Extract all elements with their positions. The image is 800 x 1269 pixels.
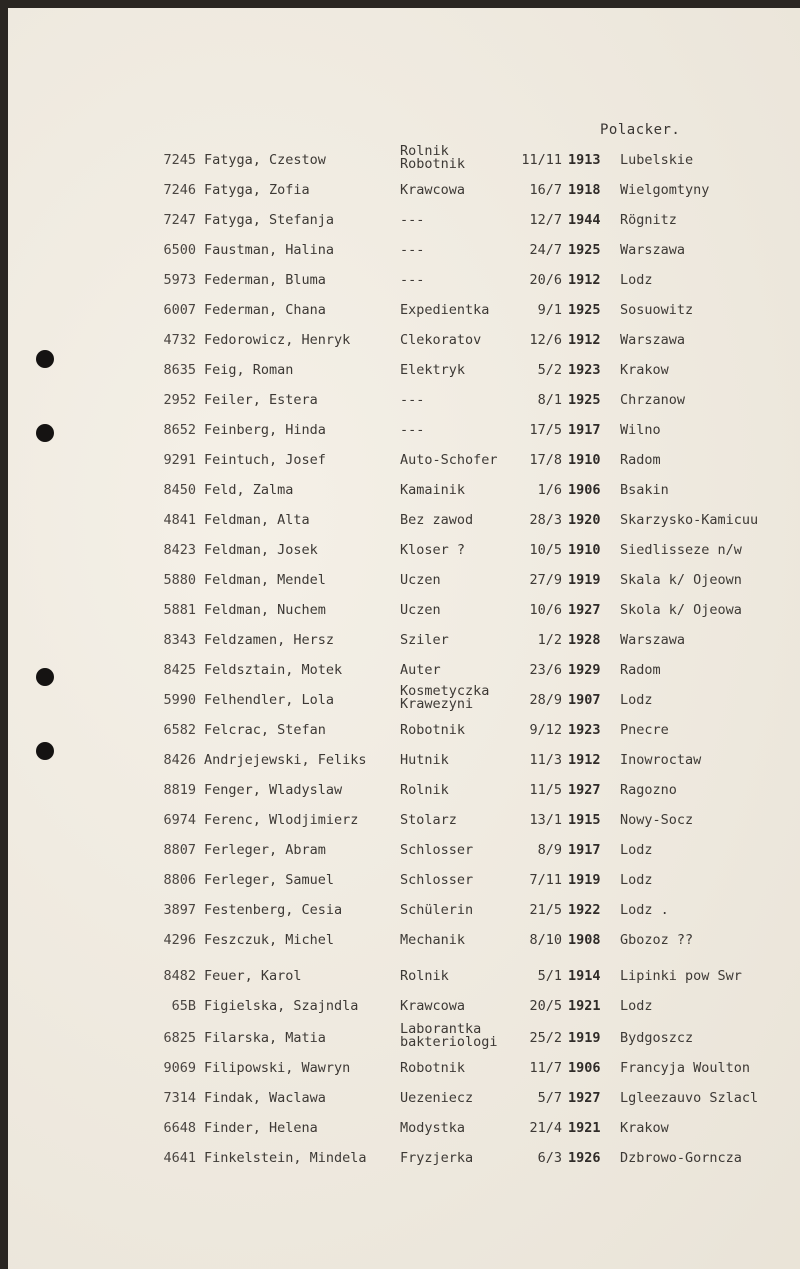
occupation: Fryzjerka (400, 1150, 474, 1166)
birth-year: 1927 (568, 602, 601, 618)
record-number: 4732 (163, 332, 196, 348)
birth-place: Lodz (620, 998, 653, 1014)
record-number: 8635 (163, 362, 196, 378)
occupation: Robotnik (400, 722, 466, 738)
person-name: Feld, Zalma (204, 482, 294, 498)
person-name: Ferleger, Samuel (204, 872, 335, 888)
birth-date: 8/10 (529, 932, 562, 948)
occupation: Kloser ? (400, 542, 466, 558)
birth-place: Chrzanow (620, 392, 686, 408)
record-number: 6974 (163, 812, 196, 828)
birth-place: Gbozoz ?? (620, 932, 694, 948)
record-number: 8426 (163, 752, 196, 768)
person-name: Federman, Chana (204, 302, 326, 318)
birth-place: Lodz (620, 872, 653, 888)
birth-year: 1929 (568, 662, 601, 678)
person-name: Feldzamen, Hersz (204, 632, 335, 648)
birth-date: 11/3 (529, 752, 562, 768)
table-row (8, 1057, 800, 1079)
record-number: 6825 (163, 1030, 196, 1046)
birth-year: 1923 (568, 362, 601, 378)
occupation: Rolnik (400, 968, 449, 984)
birth-date: 1/6 (537, 482, 562, 498)
record-number: 5881 (163, 602, 196, 618)
table-row (8, 449, 800, 471)
record-number: 6500 (163, 242, 196, 258)
record-number: 6648 (163, 1120, 196, 1136)
birth-year: 1913 (568, 152, 601, 168)
record-number: 4296 (163, 932, 196, 948)
birth-date: 12/6 (529, 332, 562, 348)
birth-place: Wilno (620, 422, 661, 438)
birth-date: 13/1 (529, 812, 562, 828)
occupation: Clekoratov (400, 332, 482, 348)
occupation: Rolnik (400, 782, 449, 798)
birth-year: 1926 (568, 1150, 601, 1166)
person-name: Feldman, Nuchem (204, 602, 326, 618)
person-name: Feldsztain, Motek (204, 662, 343, 678)
birth-date: 20/6 (529, 272, 562, 288)
occupation: Robotnik (400, 1060, 466, 1076)
birth-date: 28/9 (529, 692, 562, 708)
birth-year: 1910 (568, 542, 601, 558)
table-row (8, 1117, 800, 1139)
occupation: Sziler (400, 632, 449, 648)
birth-date: 5/2 (537, 362, 562, 378)
occupation: Auto-Schofer (400, 452, 498, 468)
table-row (8, 143, 800, 172)
birth-place: Skola k/ Ojeowa (620, 602, 742, 618)
occupation: Kamainik (400, 482, 466, 498)
table-row (8, 239, 800, 261)
record-number: 8425 (163, 662, 196, 678)
birth-year: 1912 (568, 272, 601, 288)
record-number: 2952 (163, 392, 196, 408)
birth-date: 21/5 (529, 902, 562, 918)
person-name: Filipowski, Wawryn (204, 1060, 351, 1076)
birth-date: 9/12 (529, 722, 562, 738)
table-row (8, 929, 800, 951)
birth-place: Krakow (620, 362, 669, 378)
birth-date: 8/9 (537, 842, 562, 858)
birth-date: 23/6 (529, 662, 562, 678)
occupation: Elektryk (400, 362, 466, 378)
birth-year: 1922 (568, 902, 601, 918)
table-row (8, 479, 800, 501)
record-number: 4641 (163, 1150, 196, 1166)
birth-place: Lubelskie (620, 152, 694, 168)
occupation: --- (400, 212, 425, 228)
table-row (8, 779, 800, 801)
birth-date: 10/5 (529, 542, 562, 558)
birth-year: 1917 (568, 842, 601, 858)
table-row (8, 1147, 800, 1169)
occupation: Laborantka bakteriologi (400, 1021, 498, 1050)
record-number: 8819 (163, 782, 196, 798)
table-row (8, 1087, 800, 1109)
table-row (8, 599, 800, 621)
record-number: 9291 (163, 452, 196, 468)
occupation: Stolarz (400, 812, 457, 828)
birth-year: 1921 (568, 998, 601, 1014)
birth-year: 1912 (568, 332, 601, 348)
person-name: Feintuch, Josef (204, 452, 326, 468)
birth-date: 5/7 (537, 1090, 562, 1106)
person-name: Federman, Bluma (204, 272, 326, 288)
person-name: Finkelstein, Mindela (204, 1150, 367, 1166)
birth-year: 1915 (568, 812, 601, 828)
birth-year: 1925 (568, 392, 601, 408)
occupation: Uczen (400, 602, 441, 618)
record-number: 8806 (163, 872, 196, 888)
person-name: Felhendler, Lola (204, 692, 335, 708)
record-number: 8423 (163, 542, 196, 558)
record-number: 5880 (163, 572, 196, 588)
table-row (8, 299, 800, 321)
occupation: Bez zawod (400, 512, 474, 528)
table-row (8, 659, 800, 681)
person-name: Figielska, Szajndla (204, 998, 359, 1014)
birth-date: 1/2 (537, 632, 562, 648)
birth-date: 5/1 (537, 968, 562, 984)
birth-place: Bsakin (620, 482, 669, 498)
record-number: 5990 (163, 692, 196, 708)
birth-date: 11/11 (521, 152, 562, 168)
table-row (8, 359, 800, 381)
birth-place: Siedlisseze n/w (620, 542, 742, 558)
birth-date: 6/3 (537, 1150, 562, 1166)
birth-place: Lodz (620, 842, 653, 858)
birth-date: 9/1 (537, 302, 562, 318)
birth-date: 25/2 (529, 1030, 562, 1046)
record-number: 7245 (163, 152, 196, 168)
birth-date: 17/8 (529, 452, 562, 468)
person-name: Feuer, Karol (204, 968, 302, 984)
birth-place: Nowy-Socz (620, 812, 694, 828)
person-name: Feig, Roman (204, 362, 294, 378)
person-name: Felcrac, Stefan (204, 722, 326, 738)
birth-place: Krakow (620, 1120, 669, 1136)
table-row (8, 629, 800, 651)
birth-year: 1925 (568, 242, 601, 258)
record-number: 7314 (163, 1090, 196, 1106)
occupation: --- (400, 272, 425, 288)
table-row (8, 839, 800, 861)
birth-place: Radom (620, 452, 661, 468)
birth-place: Ragozno (620, 782, 677, 798)
birth-year: 1944 (568, 212, 601, 228)
birth-date: 20/5 (529, 998, 562, 1014)
table-row (8, 869, 800, 891)
person-name: Feldman, Mendel (204, 572, 326, 588)
person-name: Fatyga, Stefanja (204, 212, 335, 228)
birth-year: 1927 (568, 782, 601, 798)
birth-place: Skala k/ Ojeown (620, 572, 742, 588)
table-row (8, 569, 800, 591)
birth-year: 1910 (568, 452, 601, 468)
record-number: 9069 (163, 1060, 196, 1076)
birth-year: 1919 (568, 572, 601, 588)
birth-date: 11/5 (529, 782, 562, 798)
occupation: Modystka (400, 1120, 466, 1136)
birth-place: Lipinki pow Swr (620, 968, 742, 984)
birth-date: 12/7 (529, 212, 562, 228)
birth-place: Lgleezauvo Szlacl (620, 1090, 759, 1106)
person-name: Andrjejewski, Feliks (204, 752, 367, 768)
occupation: Auter (400, 662, 441, 678)
table-row (8, 899, 800, 921)
person-name: Findak, Waclawa (204, 1090, 326, 1106)
person-name: Filarska, Matia (204, 1030, 326, 1046)
person-name: Fenger, Wladyslaw (204, 782, 343, 798)
document-page (8, 8, 800, 1269)
occupation: Mechanik (400, 932, 466, 948)
table-row (8, 749, 800, 771)
table-row (8, 509, 800, 531)
birth-place: Warszawa (620, 332, 686, 348)
record-number: 8482 (163, 968, 196, 984)
occupation: Krawcowa (400, 182, 466, 198)
record-number: 8807 (163, 842, 196, 858)
birth-place: Bydgoszcz (620, 1030, 694, 1046)
record-number: 3897 (163, 902, 196, 918)
person-name: Feinberg, Hinda (204, 422, 326, 438)
birth-year: 1919 (568, 1030, 601, 1046)
occupation: Schlosser (400, 872, 474, 888)
record-number: 8450 (163, 482, 196, 498)
person-name: Ferenc, Wlodjimierz (204, 812, 359, 828)
record-number: 8652 (163, 422, 196, 438)
occupation: Hutnik (400, 752, 449, 768)
person-name: Faustman, Halina (204, 242, 335, 258)
birth-place: Lodz . (620, 902, 669, 918)
occupation: Rolnik Robotnik (400, 143, 466, 172)
birth-year: 1918 (568, 182, 601, 198)
birth-date: 7/11 (529, 872, 562, 888)
occupation: --- (400, 422, 425, 438)
birth-year: 1914 (568, 968, 601, 984)
birth-year: 1925 (568, 302, 601, 318)
birth-date: 21/4 (529, 1120, 562, 1136)
birth-place: Inowroctaw (620, 752, 702, 768)
table-row (8, 209, 800, 231)
person-name: Fatyga, Zofia (204, 182, 310, 198)
table-row (8, 419, 800, 441)
table-row (8, 269, 800, 291)
birth-place: Warszawa (620, 632, 686, 648)
record-number: 7247 (163, 212, 196, 228)
record-number: 4841 (163, 512, 196, 528)
birth-place: Rögnitz (620, 212, 677, 228)
occupation: Kosmetyczka Krawezyni (400, 683, 490, 712)
birth-year: 1907 (568, 692, 601, 708)
page-title: Polacker. (600, 122, 681, 138)
birth-date: 10/6 (529, 602, 562, 618)
birth-date: 17/5 (529, 422, 562, 438)
birth-place: Dzbrowo-Gorncza (620, 1150, 742, 1166)
occupation: Uezeniecz (400, 1090, 474, 1106)
record-number: 5973 (163, 272, 196, 288)
occupation: --- (400, 242, 425, 258)
record-number: 6007 (163, 302, 196, 318)
person-name: Feldman, Josek (204, 542, 318, 558)
birth-year: 1920 (568, 512, 601, 528)
table-row (8, 995, 800, 1017)
person-name: Fatyga, Czestow (204, 152, 326, 168)
birth-place: Warszawa (620, 242, 686, 258)
birth-date: 27/9 (529, 572, 562, 588)
birth-year: 1921 (568, 1120, 601, 1136)
birth-year: 1908 (568, 932, 601, 948)
birth-date: 8/1 (537, 392, 562, 408)
record-number: 8343 (163, 632, 196, 648)
occupation: Uczen (400, 572, 441, 588)
table-row (8, 965, 800, 987)
person-name: Feldman, Alta (204, 512, 310, 528)
birth-place: Radom (620, 662, 661, 678)
record-number: 7246 (163, 182, 196, 198)
birth-place: Francyja Woulton (620, 1060, 751, 1076)
birth-date: 11/7 (529, 1060, 562, 1076)
birth-year: 1906 (568, 1060, 601, 1076)
birth-year: 1919 (568, 872, 601, 888)
birth-year: 1917 (568, 422, 601, 438)
occupation: Schülerin (400, 902, 474, 918)
person-name: Feszczuk, Michel (204, 932, 335, 948)
birth-year: 1927 (568, 1090, 601, 1106)
table-row (8, 179, 800, 201)
table-row (8, 719, 800, 741)
table-row (8, 683, 800, 712)
birth-place: Pnecre (620, 722, 669, 738)
birth-place: Sosuowitz (620, 302, 694, 318)
birth-date: 24/7 (529, 242, 562, 258)
table-row (8, 1021, 800, 1050)
occupation: Expedientka (400, 302, 490, 318)
table-row (8, 809, 800, 831)
birth-year: 1928 (568, 632, 601, 648)
occupation: Schlosser (400, 842, 474, 858)
occupation: Krawcowa (400, 998, 466, 1014)
person-name: Feiler, Estera (204, 392, 318, 408)
table-row (8, 539, 800, 561)
record-number: 6582 (163, 722, 196, 738)
person-name: Fedorowicz, Henryk (204, 332, 351, 348)
person-name: Ferleger, Abram (204, 842, 326, 858)
occupation: --- (400, 392, 425, 408)
birth-date: 28/3 (529, 512, 562, 528)
table-row (8, 389, 800, 411)
birth-place: Wielgomtyny (620, 182, 710, 198)
birth-year: 1923 (568, 722, 601, 738)
person-name: Finder, Helena (204, 1120, 318, 1136)
birth-place: Lodz (620, 692, 653, 708)
birth-year: 1912 (568, 752, 601, 768)
birth-place: Skarzysko-Kamicuu (620, 512, 759, 528)
person-name: Festenberg, Cesia (204, 902, 343, 918)
table-row (8, 329, 800, 351)
birth-year: 1906 (568, 482, 601, 498)
birth-date: 16/7 (529, 182, 562, 198)
record-number: 65B (171, 998, 196, 1014)
birth-place: Lodz (620, 272, 653, 288)
